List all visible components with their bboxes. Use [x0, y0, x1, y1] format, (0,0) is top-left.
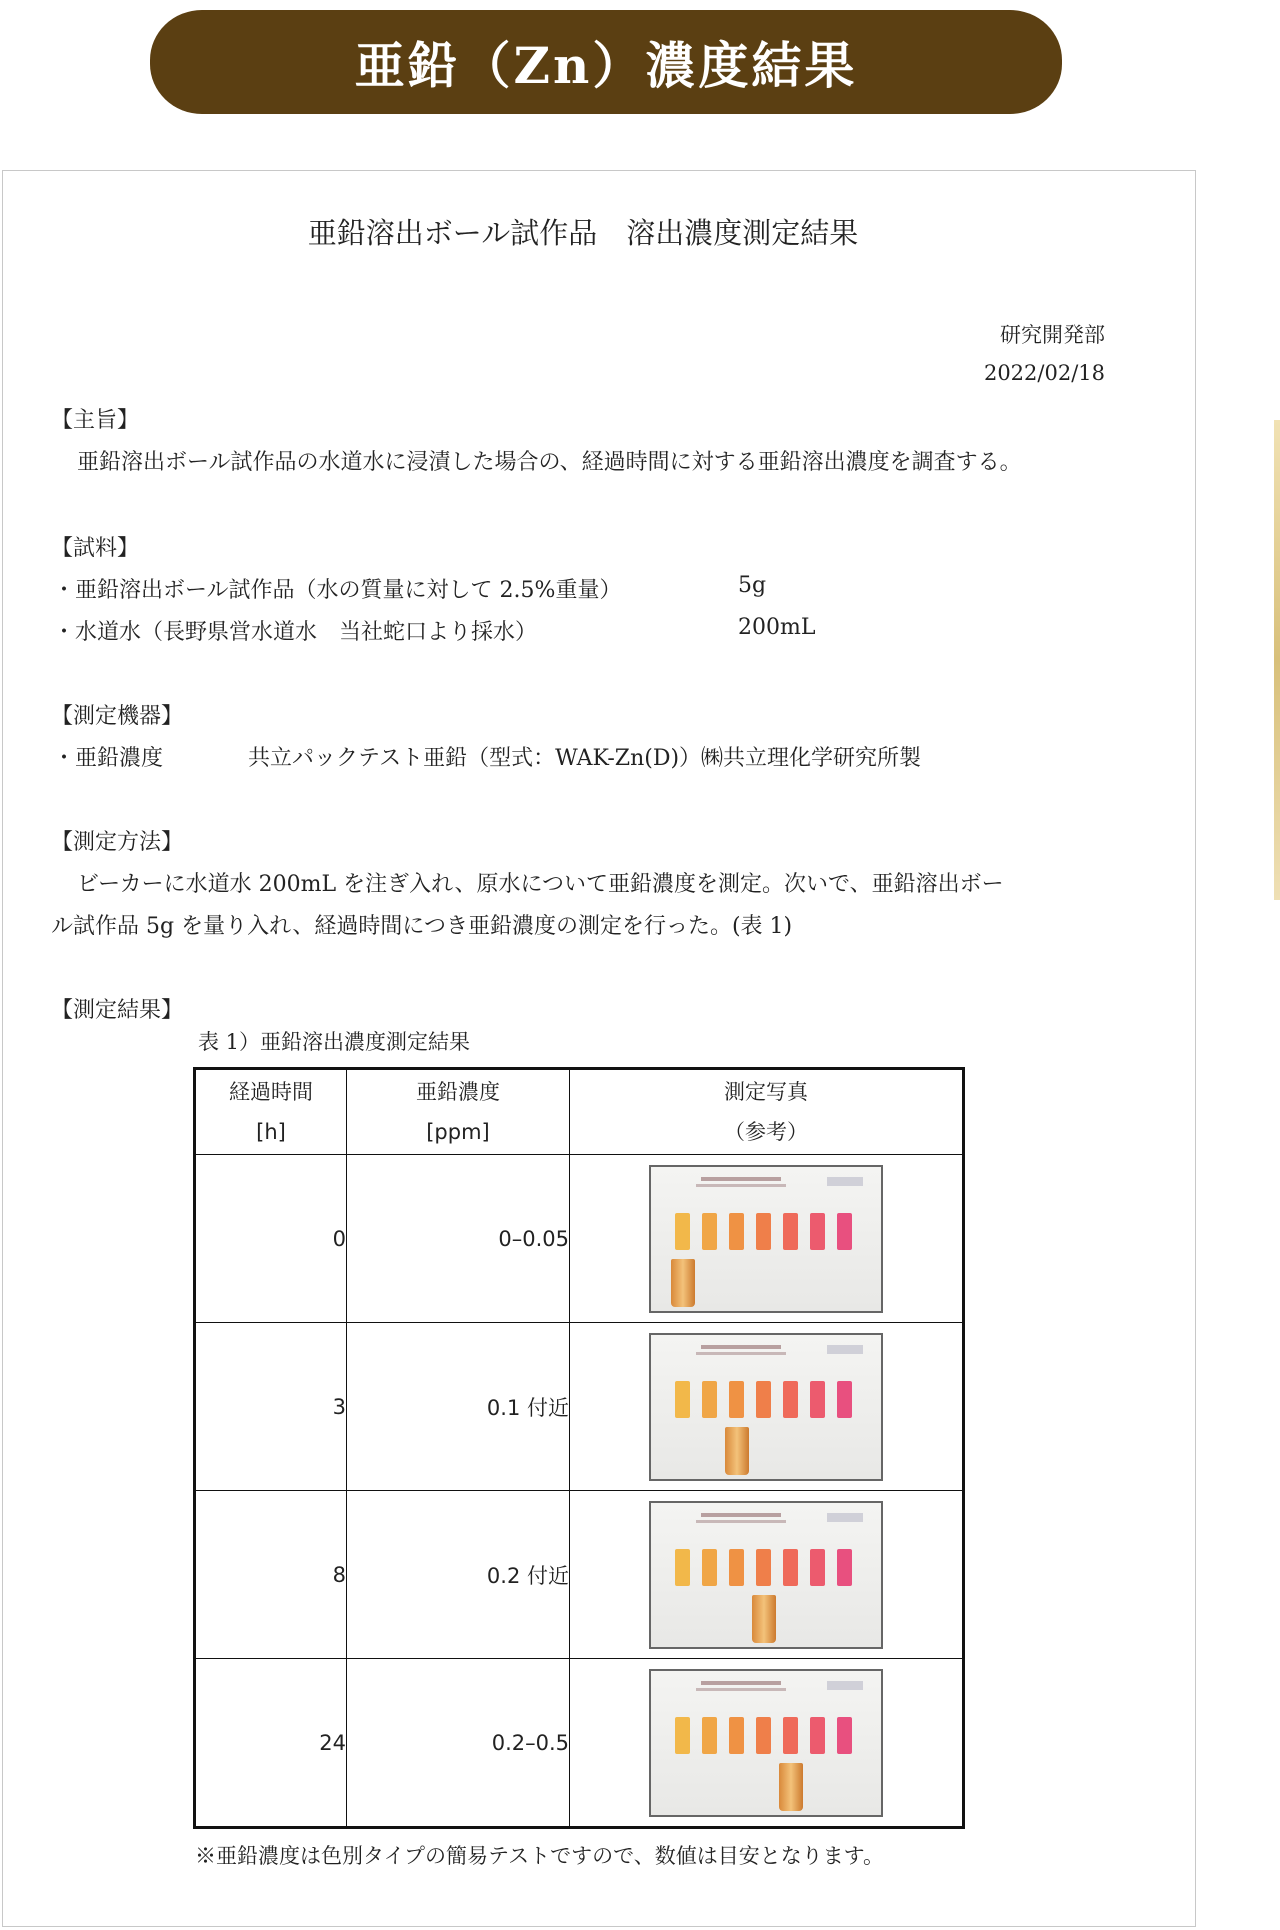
- color-swatch: [675, 1549, 690, 1586]
- department-label: 研究開発部: [1000, 323, 1105, 347]
- photo-card-subtitle: [696, 1688, 786, 1691]
- footnote: ※亜鉛濃度は色別タイプの簡易テストですので、数値は目安となります。: [195, 1844, 885, 1868]
- header-zinc-concentration: [347, 1069, 570, 1155]
- color-swatch: [783, 1549, 798, 1586]
- sample-vial: [752, 1595, 776, 1643]
- row-time: 0: [195, 1155, 347, 1323]
- color-swatch: [837, 1717, 852, 1754]
- samples-heading: 【試料】: [51, 536, 140, 561]
- color-swatch: [675, 1717, 690, 1754]
- color-swatch: [702, 1213, 717, 1250]
- photo-card-subtitle: [696, 1352, 786, 1355]
- edge-decoration: [1274, 420, 1280, 900]
- header-photo: [570, 1069, 964, 1155]
- row-time: 8: [195, 1491, 347, 1659]
- test-kit-photo: [649, 1165, 883, 1313]
- photo-card-subtitle: [696, 1184, 786, 1187]
- color-swatch: [729, 1213, 744, 1250]
- sample-vial: [671, 1259, 695, 1307]
- photo-card-title: [701, 1681, 781, 1685]
- row-photo-cell: [570, 1323, 964, 1491]
- photo-card-title: [701, 1177, 781, 1181]
- header-elapsed-time: [195, 1069, 347, 1155]
- color-swatch: [729, 1381, 744, 1418]
- color-swatch: [756, 1381, 771, 1418]
- color-swatch: [837, 1549, 852, 1586]
- purpose-text: 亜鉛溶出ボール試作品の水道水に浸漬した場合の、経過時間に対する亜鉛溶出濃度を調査する。: [77, 450, 1022, 475]
- row-concentration: 0.1 付近: [347, 1323, 570, 1491]
- sample-1-amount: 5g: [738, 573, 767, 598]
- photo-card-label: [827, 1513, 863, 1522]
- title-banner: [150, 10, 1062, 114]
- row-concentration: 0.2–0.5: [347, 1659, 570, 1828]
- header-conc-label: 亜鉛濃度: [416, 1080, 500, 1104]
- sample-2-label: ・水道水（長野県営水道水 当社蛇口より採水）: [53, 620, 538, 645]
- method-text-line1: ビーカーに水道水 200mL を注ぎ入れ、原水について亜鉛濃度を測定。次いで、亜鉛溶出ボー: [77, 872, 1004, 897]
- table-row: [195, 1323, 964, 1491]
- color-swatch: [729, 1717, 744, 1754]
- equipment-heading: 【測定機器】: [51, 704, 184, 729]
- method-heading: 【測定方法】: [51, 830, 184, 855]
- table-row: [195, 1491, 964, 1659]
- sample-vial: [725, 1427, 749, 1475]
- report-title: 亜鉛溶出ボール試作品 溶出濃度測定結果: [307, 216, 859, 250]
- color-swatch: [837, 1381, 852, 1418]
- purpose-heading: 【主旨】: [51, 408, 140, 433]
- table-row: [195, 1155, 964, 1323]
- color-swatch: [756, 1213, 771, 1250]
- row-concentration: 0.2 付近: [347, 1491, 570, 1659]
- color-swatch: [837, 1213, 852, 1250]
- header-conc-unit: [ppm]: [426, 1120, 490, 1144]
- photo-card-subtitle: [696, 1520, 786, 1523]
- row-photo-cell: [570, 1491, 964, 1659]
- photo-card-title: [701, 1345, 781, 1349]
- color-swatch: [783, 1717, 798, 1754]
- test-kit-photo: [649, 1501, 883, 1649]
- method-text-line2: ル試作品 5g を量り入れ、経過時間につき亜鉛濃度の測定を行った。(表 1): [51, 914, 793, 939]
- results-heading: 【測定結果】: [51, 998, 184, 1023]
- color-swatch: [675, 1213, 690, 1250]
- color-swatch: [729, 1549, 744, 1586]
- photo-card-label: [827, 1177, 863, 1186]
- header-photo-sub: （参考）: [724, 1120, 808, 1144]
- header-time-unit: [h]: [256, 1120, 286, 1144]
- header-time-label: 経過時間: [229, 1080, 313, 1104]
- sample-1-label: ・亜鉛溶出ボール試作品（水の質量に対して 2.5%重量）: [53, 578, 622, 603]
- table-header-row: [195, 1069, 964, 1155]
- color-swatch: [702, 1549, 717, 1586]
- test-kit-photo: [649, 1333, 883, 1481]
- test-kit-photo: [649, 1669, 883, 1817]
- photo-card-label: [827, 1681, 863, 1690]
- equipment-value: 共立パックテスト亜鉛（型式：WAK-Zn(D)）㈱共立理化学研究所製: [248, 746, 922, 771]
- row-photo-cell: [570, 1659, 964, 1828]
- color-swatch: [756, 1549, 771, 1586]
- row-concentration: 0–0.05: [347, 1155, 570, 1323]
- color-swatch: [675, 1381, 690, 1418]
- row-time: 24: [195, 1659, 347, 1828]
- color-swatch: [810, 1717, 825, 1754]
- report-date: 2022/02/18: [983, 361, 1105, 385]
- color-swatch: [783, 1381, 798, 1418]
- color-swatch: [810, 1549, 825, 1586]
- color-swatch: [702, 1717, 717, 1754]
- sample-2-amount: 200mL: [738, 615, 816, 640]
- color-swatch: [810, 1213, 825, 1250]
- equipment-label: ・亜鉛濃度: [53, 746, 164, 771]
- color-swatch: [810, 1381, 825, 1418]
- row-time: 3: [195, 1323, 347, 1491]
- photo-card-label: [827, 1345, 863, 1354]
- color-swatch: [783, 1213, 798, 1250]
- banner-title: 亜鉛（Zn）濃度結果: [354, 36, 858, 95]
- color-swatch: [756, 1717, 771, 1754]
- color-swatch: [702, 1381, 717, 1418]
- row-photo-cell: [570, 1155, 964, 1323]
- sample-vial: [779, 1763, 803, 1811]
- results-table: [193, 1067, 965, 1829]
- table-row: [195, 1659, 964, 1828]
- table-caption: 表 1）亜鉛溶出濃度測定結果: [198, 1030, 471, 1054]
- header-photo-label: 測定写真: [724, 1080, 808, 1104]
- photo-card-title: [701, 1513, 781, 1517]
